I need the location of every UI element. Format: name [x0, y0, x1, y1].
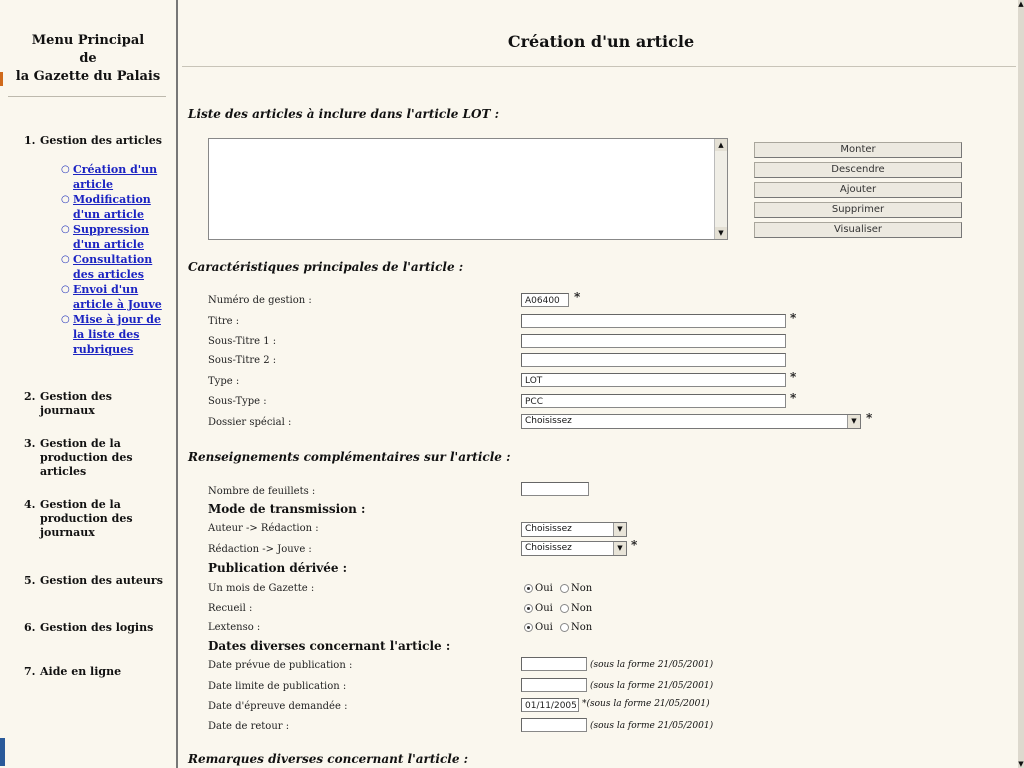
sous-type-field[interactable]: PCC [521, 394, 786, 408]
date-epreuve-label: Date d'épreuve demandée : [208, 701, 348, 712]
numero-label: Numéro de gestion : [208, 295, 312, 306]
sous-titre2-field[interactable] [521, 353, 786, 367]
sous-titre1-field[interactable] [521, 334, 786, 348]
sidebar-title: Menu Principal de la Gazette du Palais [15, 33, 161, 84]
sidebar-sublist [56, 162, 168, 357]
descendre-button[interactable]: Descendre [754, 162, 962, 178]
scroll-down-icon[interactable]: ▼ [1018, 760, 1024, 768]
sidebar-section-auteurs[interactable]: 5. Gestion des auteurs [24, 574, 163, 587]
date-limite-label: Date limite de publication : [208, 681, 347, 692]
bullet-icon: ○ [61, 254, 70, 265]
sous-titre2-label: Sous-Titre 2 : [208, 355, 277, 366]
publication-heading: Publication dérivée : [208, 561, 348, 575]
radio-oui[interactable] [524, 604, 533, 613]
chevron-down-icon: ▼ [613, 523, 626, 536]
redaction-jouve-label: Rédaction -> Jouve : [208, 544, 312, 555]
type-field[interactable]: LOT [521, 373, 786, 387]
pub-row-label: Un mois de Gazette : [208, 583, 315, 594]
dossier-select-value: Choisissez [525, 416, 572, 426]
auteur-redaction-select[interactable] [521, 522, 627, 537]
required-marker: * [790, 370, 797, 384]
rens-section-title: Renseignements complémentaires sur l'article : [188, 450, 511, 464]
radio-oui[interactable] [524, 623, 533, 632]
chevron-down-icon: ▼ [847, 415, 860, 428]
nombre-feuillets-field[interactable] [521, 482, 589, 496]
sidebar-section-journaux[interactable]: 2. Gestion des journaux [24, 390, 112, 417]
bullet-icon: ○ [61, 314, 70, 325]
sidebar-item-modification[interactable]: ○ Modification d'un article [61, 193, 151, 221]
required-marker: * [790, 391, 797, 405]
sidebar-item-suppression[interactable]: ○ Suppression d'un article [61, 223, 150, 251]
radio-oui[interactable] [524, 584, 533, 593]
sidebar-section-aide[interactable]: 7. Aide en ligne [24, 665, 122, 678]
monter-button[interactable]: Monter [754, 142, 962, 158]
dates-heading: Dates diverses concernant l'article : [208, 639, 451, 653]
bullet-icon: ○ [61, 194, 70, 205]
page-scrollbar[interactable] [1018, 0, 1024, 768]
radio-non[interactable] [560, 623, 569, 632]
date-format-hint: (sous la forme 21/05/2001) [590, 721, 714, 731]
title-divider [182, 66, 1016, 67]
date-format-hint: (sous la forme 21/05/2001) [590, 681, 714, 691]
redaction-jouve-value: Choisissez [525, 543, 572, 553]
radio-non[interactable] [560, 584, 569, 593]
pub-row-label: Lextenso : [208, 622, 261, 633]
list-section-title: Liste des articles à inclure dans l'article LOT : [188, 107, 500, 121]
date-epreuve-field[interactable]: 01/11/2005 [521, 698, 579, 712]
scroll-up-icon[interactable]: ▲ [1018, 0, 1024, 8]
numero-field[interactable]: A06400 [521, 293, 569, 307]
date-prevue-field[interactable] [521, 657, 587, 671]
type-label: Type : [208, 376, 240, 387]
remarques-section-title: Remarques diverses concernant l'article : [188, 752, 469, 766]
sidebar-divider [8, 96, 166, 97]
sidebar-item-creation[interactable]: ○ Création d'un article [61, 163, 158, 191]
articles-listbox[interactable] [208, 138, 728, 240]
carac-section-title: Caractéristiques principales de l'article : [188, 260, 464, 274]
required-marker: * [574, 290, 581, 304]
sidebar-item-consultation[interactable]: ○ Consultation des articles [61, 253, 153, 281]
required-marker: * [631, 538, 638, 552]
visualiser-button[interactable]: Visualiser [754, 222, 962, 238]
ajouter-button[interactable]: Ajouter [754, 182, 962, 198]
scroll-up-icon[interactable]: ▲ [715, 139, 727, 151]
titre-field[interactable] [521, 314, 786, 328]
scroll-down-icon[interactable]: ▼ [715, 227, 727, 239]
mode-transmission-heading: Mode de transmission : [208, 502, 366, 516]
sidebar-section-logins[interactable]: 6. Gestion des logins [24, 621, 154, 634]
required-marker: * [790, 311, 797, 325]
sidebar-section-production-articles[interactable]: 3. Gestion de la production des articles [24, 437, 133, 478]
sidebar-item-envoi[interactable]: ○ Envoi d'un article à Jouve [61, 283, 162, 311]
date-prevue-label: Date prévue de publication : [208, 660, 353, 671]
sidebar-section-articles[interactable]: 1. Gestion des articles [24, 134, 162, 147]
pub-row-label: Recueil : [208, 603, 253, 614]
window-edge-accent [0, 738, 5, 766]
pub-gazette-radios: Oui Non [524, 583, 592, 594]
auteur-redaction-value: Choisissez [525, 524, 572, 534]
pub-recueil-radios: Oui Non [524, 603, 592, 614]
date-format-hint: *(sous la forme 21/05/2001) [582, 699, 710, 709]
date-limite-field[interactable] [521, 678, 587, 692]
titre-label: Titre : [208, 316, 240, 327]
bullet-icon: ○ [61, 224, 70, 235]
required-marker: * [866, 411, 873, 425]
sidebar-item-rubriques[interactable]: ○ Mise à jour de la liste des rubriques [61, 313, 161, 356]
sidebar-section-production-journaux[interactable]: 4. Gestion de la production des journaux [24, 498, 133, 539]
sous-titre1-label: Sous-Titre 1 : [208, 336, 277, 347]
date-retour-label: Date de retour : [208, 721, 290, 732]
nombre-feuillets-label: Nombre de feuillets : [208, 486, 316, 497]
date-retour-field[interactable] [521, 718, 587, 732]
chevron-down-icon: ▼ [613, 542, 626, 555]
sous-type-label: Sous-Type : [208, 396, 267, 407]
date-format-hint: (sous la forme 21/05/2001) [590, 660, 714, 670]
bullet-icon: ○ [61, 284, 70, 295]
supprimer-button[interactable]: Supprimer [754, 202, 962, 218]
main-content [178, 0, 1024, 768]
radio-non[interactable] [560, 604, 569, 613]
listbox-scrollbar[interactable] [714, 139, 727, 239]
dossier-select[interactable] [521, 414, 861, 429]
sidebar-menu [0, 0, 178, 768]
dossier-label: Dossier spécial : [208, 417, 292, 428]
bullet-icon: ○ [61, 164, 70, 175]
page-title: Création d'un article [507, 32, 695, 51]
auteur-redaction-label: Auteur -> Rédaction : [208, 523, 319, 534]
pub-lextenso-radios: Oui Non [524, 622, 592, 633]
redaction-jouve-select[interactable] [521, 541, 627, 556]
